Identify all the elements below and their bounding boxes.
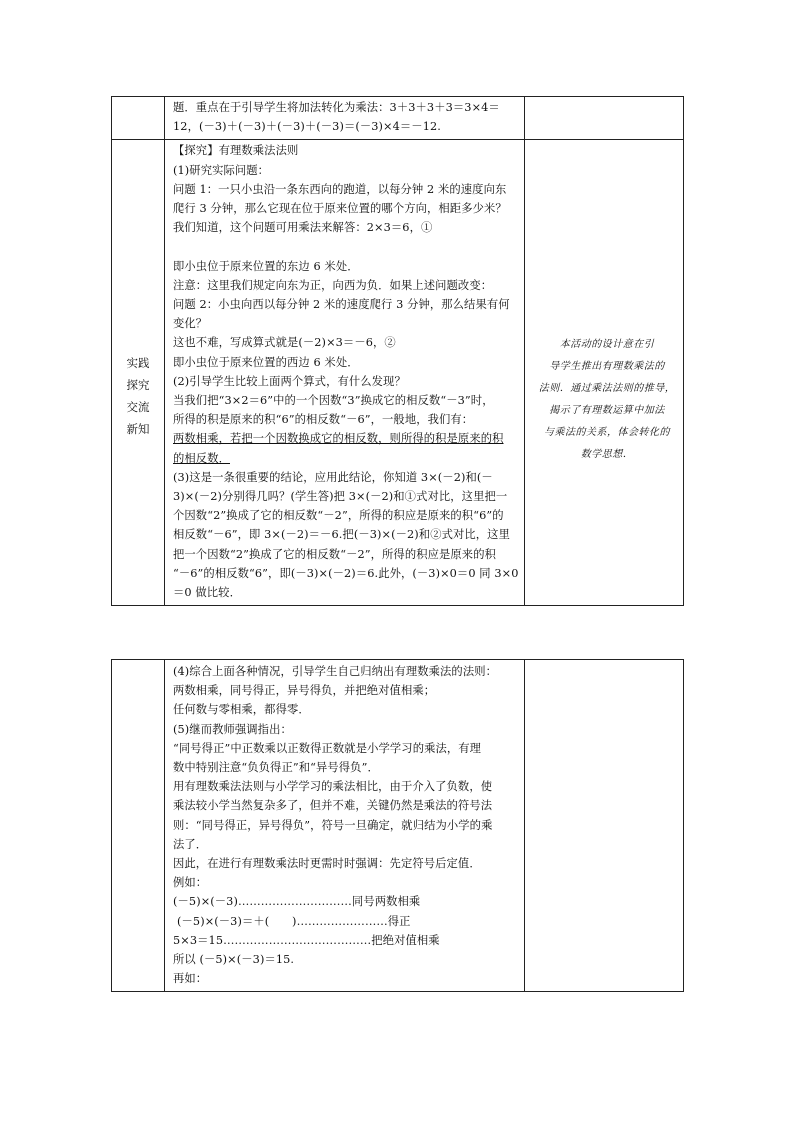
stage-label-line: 交流 xyxy=(126,400,150,415)
text-line: (4)综合上面各种情况，引导学生自己归纳出有理数乘法的法则： xyxy=(173,665,498,678)
text-line: 这也不难，写成算式就是(－2)×3＝－6，② xyxy=(173,336,396,350)
text-line: (5)继而教师强调指出： xyxy=(173,722,292,736)
stage-cell xyxy=(112,660,165,991)
table-row xyxy=(112,97,683,140)
text-line: (2)引导学生比较上面两个算式，有什么发现？ xyxy=(173,374,406,388)
text-line: 法了． xyxy=(173,837,208,851)
stage-label xyxy=(112,352,164,440)
text-line: 任何数与零相乘，都得零． xyxy=(173,703,310,717)
design-note-cell xyxy=(525,140,683,605)
stage-label-line: 探究 xyxy=(126,378,150,393)
text-line: 例如： xyxy=(173,876,208,890)
text-line: 我们知道，这个问题可用乘法来解答：2×3＝6，① xyxy=(173,221,433,235)
text-line: 数中特别注意“负负得正”和“异号得负”． xyxy=(173,761,379,775)
table-row xyxy=(112,140,683,605)
example-line: 5×3＝15…………………………………把绝对值相乘 xyxy=(173,933,440,947)
note-line: 导学生推出有理数乘法的 xyxy=(549,361,665,373)
text-line: 相反数“－6”，即 3×(－2)＝－6.把(－3)×(－2)和②式对比，这里 xyxy=(173,528,510,542)
text-line: 则：“同号得正，异号得负”，符号一旦确定，就归结为小学的乘 xyxy=(173,818,493,832)
content-cell xyxy=(165,97,525,139)
text-line: 把一个因数“2”换成了它的相反数“－2”，所得的积应是原来的积 xyxy=(173,547,497,561)
key-rule-text: 两数相乘，若把一个因数换成它的相反数，则所得的积是原来的积 xyxy=(173,432,504,446)
blank-line xyxy=(173,237,519,256)
lesson-table-1 xyxy=(111,96,684,606)
text-line: 乘法较小学当然复杂多了，但并不难，关键仍然是乘法的符号法 xyxy=(173,799,493,813)
text-line: 所以 (－5)×(－3)＝15. xyxy=(173,953,295,967)
design-note-cell xyxy=(525,97,683,139)
stage-cell xyxy=(112,140,165,605)
text-line: 问题 2：小虫向西以每分钟 2 米的速度爬行 3 分钟，那么结果有何 xyxy=(173,298,510,312)
text-line: 所得的积是原来的积“6”的相反数“－6”，一般地，我们有： xyxy=(173,413,474,427)
text-line: 问题 1：一只小虫沿一条东西向的跑道，以每分钟 2 米的速度向东 xyxy=(173,182,507,196)
text-line: 两数相乘，同号得正，异号得负，并把绝对值相乘； xyxy=(173,684,436,698)
note-line: 数学思想． xyxy=(580,449,634,461)
content-cell xyxy=(165,660,525,991)
text-line: ＝0 做比较． xyxy=(173,586,241,600)
stage-cell xyxy=(112,97,165,139)
text-line: 即小虫位于原来位置的西边 6 米处． xyxy=(173,355,359,369)
text-line: 题．重点在于引导学生将加法转化为乘法：3＋3＋3＋3＝3×4＝ xyxy=(173,101,500,114)
text-line: 3)×(－2)分别得几吗？(学生答)把 3×(－2)和①式对比，这里把一 xyxy=(173,490,508,504)
note-line: 揭示了有理数运算中加法 xyxy=(549,405,665,417)
stage-label-line: 实践 xyxy=(126,356,150,371)
text-line: (1)研究实际问题： xyxy=(173,163,270,177)
text-line: 用有理数乘法法则与小学学习的乘法相比，由于介入了负数，使 xyxy=(173,780,493,794)
text-line: “同号得正”中正数乘以正数得正数就是小学学习的乘法，有理 xyxy=(173,741,482,755)
stage-label-line: 新知 xyxy=(126,422,150,437)
text-line: 即小虫位于原来位置的东边 6 米处． xyxy=(173,259,359,273)
text-line: 爬行 3 分钟，那么它现在位于原来位置的哪个方向，相距多少米？ xyxy=(173,202,507,216)
design-note-cell xyxy=(525,660,683,991)
content-cell xyxy=(165,140,525,605)
text-line: (3)这是一条很重要的结论，应用此结论，你知道 3×(－2)和(－ xyxy=(173,470,493,484)
example-line: (－5)×(－3)…………………………同号两数相乘 xyxy=(173,895,421,909)
text-line: 变化？ xyxy=(173,317,208,331)
example-line: (－5)×(－3)＝＋( )……………………得正 xyxy=(177,914,411,928)
text-line: 当我们把“3×2＝6”中的一个因数“3”换成它的相反数“－3”时， xyxy=(173,394,494,408)
note-line: 本活动的设计意在引 xyxy=(559,339,655,351)
text-line: 再如： xyxy=(173,972,208,986)
key-rule-text: 的相反数． xyxy=(173,451,230,465)
text-line: 个因数“2”换成了它的相反数“－2”，所得的积应是原来的积“6”的 xyxy=(173,509,504,523)
text-line: “－6”的相反数“6”，即(－3)×(－2)＝6.此外，(－3)×0＝0 同 3×0 xyxy=(173,566,519,580)
lesson-table-2 xyxy=(111,659,684,992)
table-row xyxy=(112,660,683,991)
text-line: 因此，在进行有理数乘法时更需时时强调：先定符号后定值． xyxy=(173,857,481,871)
text-line: 12，(－3)＋(－3)＋(－3)＋(－3)＝(－3)×4＝－12. xyxy=(173,120,441,134)
text-line: 注意：这里我们规定向东为正，向西为负．如果上述问题改变： xyxy=(173,278,493,292)
note-line: 与乘法的关系，体会转化的 xyxy=(544,427,670,439)
design-note xyxy=(535,334,679,466)
section-heading: 【探究】有理数乘法法则 xyxy=(173,144,299,158)
note-line: 法则．通过乘法法则的推导， xyxy=(538,383,676,395)
